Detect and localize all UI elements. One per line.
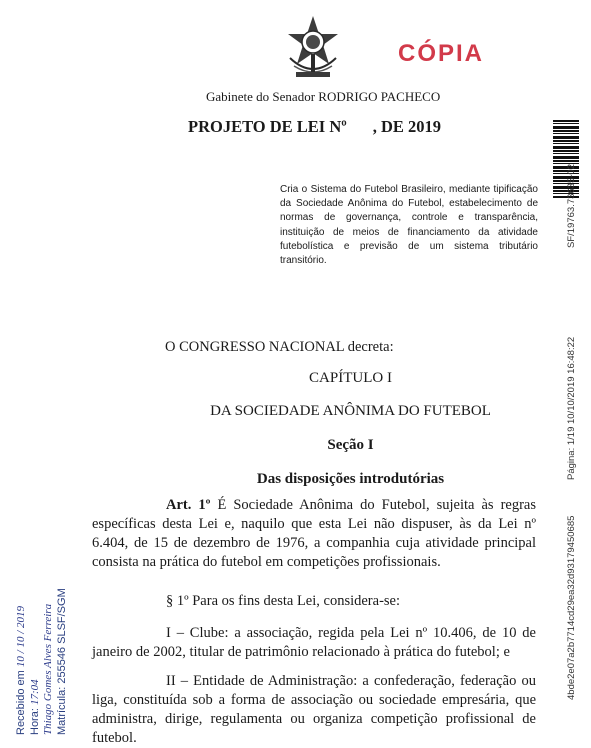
receipt-signature: Thiago Gomes Alves Ferreira [42, 603, 54, 735]
receipt-date [15, 588, 29, 735]
chapter-title: DA SOCIEDADE ANÔNIMA DO FUTEBOL [210, 403, 491, 419]
brasao-emblem [284, 14, 342, 80]
receipt-date-value: 10 / 10 / 2019 [15, 605, 27, 668]
copia-stamp: CÓPIA [398, 40, 485, 67]
chapter-heading: CAPÍTULO I [309, 370, 392, 386]
article-1 [92, 496, 536, 572]
page-info: Página: 1/19 10/10/2019 16:48:22 [566, 336, 577, 480]
item-1: I – Clube: a associação, regida pela Lei nº 10.406, de 10 de janeiro de 2002, titular de patrimônio relacionado à prática do futebol; e [92, 625, 536, 660]
title-year: , DE 2019 [372, 117, 442, 136]
gabinete-line: Gabinete do Senador RODRIGO PACHECO [206, 89, 441, 104]
receipt-matricula: Matrícula: 255546 SLSF/SGM [55, 588, 68, 735]
section-title: Das disposições introdutórias [256, 471, 445, 487]
paragraph-1: § 1º Para os fins desta Lei, considera-se: [166, 593, 401, 609]
receipt-time-label: Hora: [28, 708, 41, 735]
document-title [188, 117, 441, 137]
receipt-stamp [15, 588, 69, 735]
receipt-date-label: Recebido em [15, 670, 27, 735]
article-1-text: É Sociedade Anônima do Futebol, sujeita às regras específicas desta Lei e, naquilo que esta Lei não dispuser, às da Lei nº 6.404, de 15 de dezembro de 1976, a companhia cuja atividade principal consista na prática do futebol em competições profissionais. [92, 497, 537, 570]
ementa-paragraph: Cria o Sistema do Futebol Brasileiro, mediante tipificação da Sociedade Anônima do Futebol, estabelecimento de normas de governança, controle e transparência, instituição de meios de financiamento da atividade futebolística e previsão de um sistema tributário transitório. [280, 184, 538, 267]
receipt-time [29, 588, 43, 735]
item-2: II – Entidade de Administração: a confederação, federação ou liga, constituída sob a forma de associação ou sociedade empresária, que administra, dirige, regulamenta ou organiza competição profissional de futebol. [92, 673, 536, 746]
sf-code: SF/19763.73635-02 [566, 164, 577, 248]
decreta-line: O CONGRESSO NACIONAL decreta: [165, 339, 394, 355]
section-heading: Seção I [327, 437, 374, 453]
hash-code: 4bde2e07a2b7714cd29ea32d93179450685 [566, 515, 577, 700]
article-1-label: Art. 1º [166, 497, 211, 513]
receipt-time-value: 17:04 [28, 679, 41, 706]
title-main: PROJETO DE LEI Nº [188, 117, 347, 136]
